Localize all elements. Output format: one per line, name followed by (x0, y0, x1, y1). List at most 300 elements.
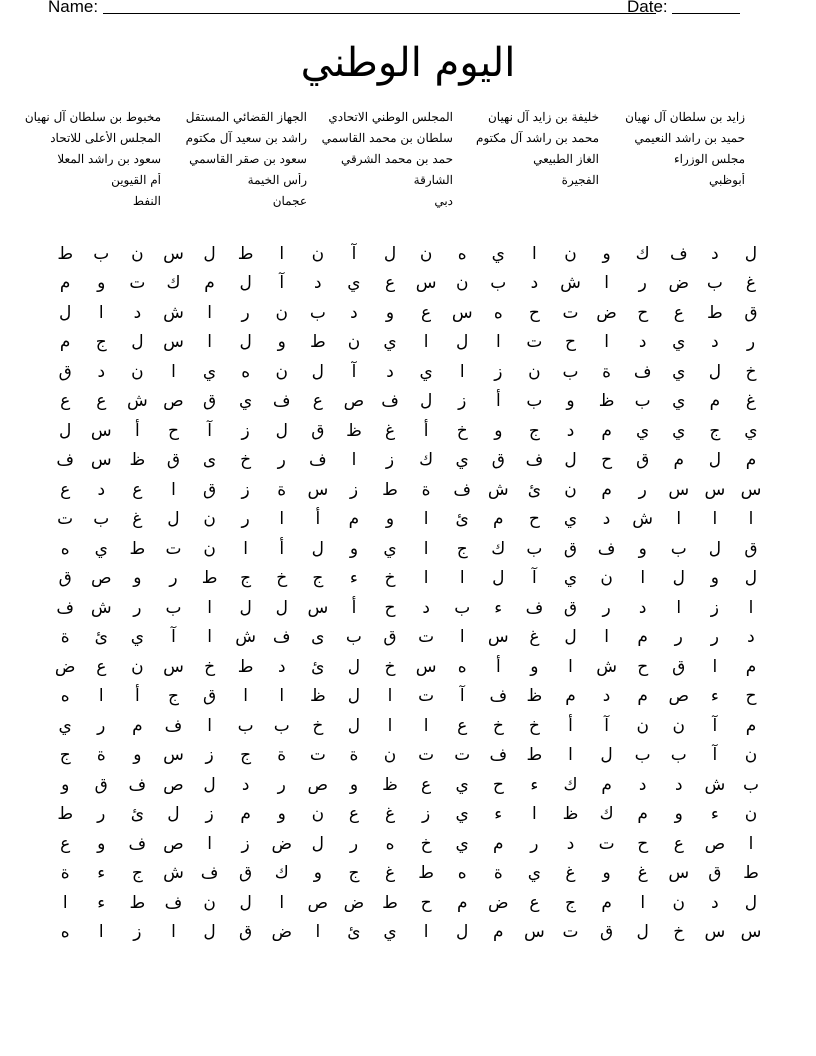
grid-letter[interactable]: ا (279, 509, 285, 530)
grid-letter[interactable]: ى (311, 627, 325, 648)
grid-letter[interactable]: آ (171, 627, 176, 648)
grid-letter[interactable]: و (97, 273, 106, 294)
grid-letter[interactable]: ب (742, 774, 759, 795)
grid-letter[interactable]: غ (384, 420, 396, 441)
grid-letter[interactable]: و (602, 243, 611, 264)
grid-letter[interactable]: ج (348, 863, 360, 884)
grid-letter[interactable]: ض (596, 302, 617, 323)
grid-letter[interactable]: ح (637, 833, 649, 854)
grid-letter[interactable]: ش (596, 656, 617, 677)
grid-letter[interactable]: غ (384, 804, 396, 825)
grid-letter[interactable]: ن (564, 479, 577, 500)
grid-letter[interactable]: ع (96, 656, 107, 677)
grid-letter[interactable]: د (530, 273, 539, 294)
name-field-line[interactable] (103, 13, 656, 14)
grid-letter[interactable]: ع (384, 273, 396, 294)
grid-letter[interactable]: ع (421, 774, 432, 795)
grid-letter[interactable]: ف (525, 597, 544, 618)
grid-letter[interactable]: ي (455, 804, 469, 825)
grid-letter[interactable]: و (530, 656, 539, 677)
grid-letter[interactable]: ع (132, 479, 143, 500)
grid-letter[interactable]: س (668, 479, 690, 500)
grid-letter[interactable]: و (638, 538, 647, 559)
grid-letter[interactable]: ع (457, 715, 468, 736)
grid-letter[interactable]: ج (565, 892, 576, 913)
grid-letter[interactable]: د (241, 774, 250, 795)
grid-letter[interactable]: س (307, 479, 329, 500)
grid-letter[interactable]: ا (207, 597, 212, 618)
grid-letter[interactable]: ض (54, 656, 76, 677)
grid-letter[interactable]: ت (454, 745, 471, 766)
grid-letter[interactable]: و (61, 774, 70, 795)
grid-letter[interactable]: ب (309, 302, 326, 323)
grid-letter[interactable]: ا (676, 597, 682, 618)
grid-letter[interactable]: ا (748, 833, 754, 854)
grid-letter[interactable]: ز (205, 745, 214, 766)
grid-letter[interactable]: ف (164, 715, 183, 736)
grid-letter[interactable]: ا (748, 597, 754, 618)
grid-letter[interactable]: ب (165, 597, 182, 618)
grid-letter[interactable]: ا (98, 922, 104, 943)
grid-letter[interactable]: و (710, 568, 719, 589)
grid-letter[interactable]: ب (526, 538, 543, 559)
grid-letter[interactable]: ج (167, 686, 179, 707)
grid-letter[interactable]: ل (708, 538, 722, 559)
grid-letter[interactable]: ا (387, 686, 393, 707)
grid-letter[interactable]: ن (131, 361, 144, 382)
grid-letter[interactable]: ط (309, 332, 326, 353)
grid-letter[interactable]: ن (311, 243, 325, 264)
grid-letter[interactable]: ا (243, 686, 249, 707)
grid-letter[interactable]: ن (383, 745, 397, 766)
grid-letter[interactable]: ة (349, 745, 359, 766)
grid-letter[interactable]: و (277, 332, 286, 353)
grid-letter[interactable]: ل (708, 361, 722, 382)
grid-letter[interactable]: ن (131, 243, 144, 264)
grid-letter[interactable]: م (59, 332, 71, 353)
grid-letter[interactable]: ا (459, 627, 465, 648)
grid-letter[interactable]: ع (60, 391, 71, 412)
grid-letter[interactable]: ة (277, 745, 287, 766)
grid-letter[interactable]: آ (207, 420, 212, 441)
grid-letter[interactable]: و (385, 302, 395, 323)
grid-letter[interactable]: ي (94, 538, 108, 559)
grid-letter[interactable]: ظ (346, 420, 362, 441)
grid-letter[interactable]: ة (602, 361, 612, 382)
grid-letter[interactable]: ل (347, 656, 361, 677)
grid-letter[interactable]: ل (744, 243, 758, 264)
grid-letter[interactable]: ن (203, 509, 216, 530)
grid-letter[interactable]: و (133, 745, 142, 766)
grid-letter[interactable]: ا (279, 243, 285, 264)
grid-letter[interactable]: ا (423, 509, 429, 530)
grid-letter[interactable]: ل (311, 833, 325, 854)
grid-letter[interactable]: ط (57, 243, 74, 264)
grid-letter[interactable]: ن (203, 538, 216, 559)
grid-letter[interactable]: ظ (382, 774, 398, 795)
grid-letter[interactable]: س (307, 597, 329, 618)
grid-letter[interactable]: خ (384, 568, 396, 589)
grid-letter[interactable]: ء (530, 774, 539, 795)
grid-letter[interactable]: ق (708, 863, 722, 884)
grid-letter[interactable]: أ (315, 509, 321, 530)
grid-letter[interactable]: ج (528, 420, 540, 441)
grid-letter[interactable]: ب (634, 391, 651, 412)
grid-letter[interactable]: د (711, 243, 719, 264)
grid-letter[interactable]: ح (167, 420, 179, 441)
grid-letter[interactable]: غ (745, 391, 757, 412)
grid-letter[interactable]: ح (745, 686, 757, 707)
grid-letter[interactable]: ز (422, 804, 431, 825)
grid-letter[interactable]: ق (58, 568, 72, 589)
grid-letter[interactable]: ف (453, 479, 472, 500)
grid-letter[interactable]: خ (456, 420, 468, 441)
grid-letter[interactable]: ئ (311, 656, 325, 677)
grid-letter[interactable]: ا (423, 568, 429, 589)
grid-letter[interactable]: ت (562, 922, 579, 943)
grid-letter[interactable]: ن (672, 892, 686, 913)
grid-letter[interactable]: ض (668, 273, 690, 294)
grid-letter[interactable]: ن (455, 273, 469, 294)
grid-letter[interactable]: ن (311, 804, 325, 825)
grid-letter[interactable]: خ (745, 361, 757, 382)
grid-letter[interactable]: ا (279, 686, 285, 707)
grid-letter[interactable]: أ (568, 715, 573, 736)
grid-letter[interactable]: د (97, 361, 106, 382)
grid-letter[interactable]: ي (383, 922, 397, 943)
grid-letter[interactable]: س (415, 656, 437, 677)
grid-letter[interactable]: ح (601, 450, 613, 471)
grid-letter[interactable]: م (601, 774, 612, 795)
grid-letter[interactable]: ت (418, 627, 435, 648)
grid-letter[interactable]: ز (133, 922, 142, 943)
grid-letter[interactable]: ر (638, 273, 647, 294)
grid-letter[interactable]: ط (201, 568, 218, 589)
grid-letter[interactable]: ف (272, 627, 291, 648)
grid-letter[interactable]: ا (387, 715, 393, 736)
grid-letter[interactable]: ق (636, 450, 650, 471)
grid-letter[interactable]: ط (129, 892, 146, 913)
grid-letter[interactable]: ق (563, 538, 578, 559)
grid-letter[interactable]: غ (745, 273, 757, 294)
grid-letter[interactable]: ز (349, 479, 359, 500)
grid-letter[interactable]: ا (604, 627, 609, 648)
grid-letter[interactable]: ش (163, 302, 184, 323)
grid-letter[interactable]: ر (97, 804, 106, 825)
grid-letter[interactable]: ي (455, 450, 469, 471)
grid-letter[interactable]: ص (163, 833, 184, 854)
grid-letter[interactable]: ص (90, 568, 112, 589)
grid-letter[interactable]: ن (636, 715, 649, 736)
grid-letter[interactable]: و (97, 833, 106, 854)
grid-letter[interactable]: ز (494, 361, 503, 382)
grid-letter[interactable]: ل (239, 332, 252, 353)
grid-letter[interactable]: م (493, 922, 504, 943)
grid-letter[interactable]: ط (129, 538, 146, 559)
grid-letter[interactable]: ا (171, 361, 176, 382)
grid-letter[interactable]: ظ (526, 686, 543, 707)
grid-letter[interactable]: ة (493, 863, 503, 884)
grid-letter[interactable]: س (704, 922, 726, 943)
grid-letter[interactable]: ص (163, 774, 184, 795)
grid-letter[interactable]: د (386, 361, 394, 382)
grid-letter[interactable]: ع (60, 833, 71, 854)
grid-letter[interactable]: ل (708, 450, 722, 471)
grid-letter[interactable]: خ (276, 568, 288, 589)
grid-letter[interactable]: ش (163, 863, 184, 884)
grid-letter[interactable]: ل (672, 568, 685, 589)
grid-letter[interactable]: ه (493, 302, 503, 323)
grid-letter[interactable]: ب (273, 715, 290, 736)
grid-letter[interactable]: س (163, 332, 184, 353)
grid-letter[interactable]: ر (241, 302, 250, 323)
grid-letter[interactable]: ا (423, 332, 429, 353)
grid-letter[interactable]: ب (670, 538, 687, 559)
grid-letter[interactable]: س (487, 627, 509, 648)
grid-letter[interactable]: س (704, 479, 726, 500)
grid-letter[interactable]: خ (312, 715, 324, 736)
grid-letter[interactable]: ء (97, 892, 106, 913)
grid-letter[interactable]: ا (459, 361, 465, 382)
grid-letter[interactable]: ح (637, 302, 649, 323)
grid-letter[interactable]: ا (207, 715, 212, 736)
grid-letter[interactable]: ل (275, 597, 288, 618)
grid-letter[interactable]: ن (744, 804, 758, 825)
grid-letter[interactable]: ي (419, 361, 433, 382)
grid-letter[interactable]: ا (207, 332, 212, 353)
grid-letter[interactable]: ا (532, 243, 537, 264)
grid-letter[interactable]: د (602, 509, 611, 530)
grid-letter[interactable]: د (97, 479, 106, 500)
grid-letter[interactable]: ط (237, 656, 254, 677)
grid-letter[interactable]: ح (565, 332, 576, 353)
grid-letter[interactable]: ل (456, 332, 469, 353)
grid-letter[interactable]: ي (58, 715, 72, 736)
grid-letter[interactable]: د (350, 302, 358, 323)
grid-letter[interactable]: ز (385, 450, 395, 471)
grid-letter[interactable]: ق (563, 597, 578, 618)
grid-letter[interactable]: س (90, 420, 112, 441)
grid-letter[interactable]: ق (239, 922, 253, 943)
grid-letter[interactable]: د (747, 627, 755, 648)
grid-letter[interactable]: ي (672, 420, 686, 441)
grid-letter[interactable]: آ (279, 273, 285, 294)
grid-letter[interactable]: ط (382, 892, 398, 913)
grid-letter[interactable]: خ (673, 922, 685, 943)
grid-letter[interactable]: س (740, 922, 762, 943)
grid-letter[interactable]: ل (239, 273, 252, 294)
grid-letter[interactable]: ت (309, 745, 326, 766)
grid-letter[interactable]: ص (668, 686, 690, 707)
grid-letter[interactable]: غ (637, 863, 648, 884)
grid-letter[interactable]: د (133, 302, 142, 323)
grid-letter[interactable]: ظ (129, 450, 146, 471)
grid-letter[interactable]: آ (351, 361, 357, 382)
grid-letter[interactable]: ل (59, 420, 72, 441)
grid-letter[interactable]: و (602, 863, 611, 884)
grid-letter[interactable]: ف (164, 892, 183, 913)
grid-letter[interactable]: ن (203, 892, 216, 913)
grid-letter[interactable]: ل (239, 597, 252, 618)
grid-letter[interactable]: م (59, 273, 71, 294)
grid-letter[interactable]: ض (343, 892, 365, 913)
grid-letter[interactable]: ا (423, 715, 429, 736)
grid-letter[interactable]: أ (423, 420, 429, 441)
grid-letter[interactable]: د (422, 597, 430, 618)
grid-letter[interactable]: ا (568, 656, 573, 677)
grid-letter[interactable]: غ (384, 863, 396, 884)
grid-letter[interactable]: ج (95, 332, 107, 353)
grid-letter[interactable]: ى (202, 450, 217, 471)
grid-letter[interactable]: ض (271, 833, 293, 854)
grid-letter[interactable]: ء (97, 863, 106, 884)
grid-letter[interactable]: ة (60, 627, 70, 648)
grid-letter[interactable]: ر (241, 509, 250, 530)
grid-letter[interactable]: ه (60, 922, 70, 943)
grid-letter[interactable]: ي (347, 273, 361, 294)
grid-letter[interactable]: ئ (527, 479, 542, 500)
grid-letter[interactable]: ا (640, 568, 646, 589)
grid-letter[interactable]: س (451, 302, 473, 323)
grid-letter[interactable]: ت (129, 273, 146, 294)
grid-letter[interactable]: ط (526, 745, 543, 766)
grid-letter[interactable]: ن (275, 302, 288, 323)
grid-letter[interactable]: ب (706, 273, 723, 294)
grid-letter[interactable]: ل (744, 892, 758, 913)
grid-letter[interactable]: ن (744, 745, 758, 766)
grid-letter[interactable]: ل (600, 745, 613, 766)
grid-letter[interactable]: ل (419, 391, 433, 412)
grid-letter[interactable]: ن (564, 243, 577, 264)
grid-letter[interactable]: ب (562, 361, 579, 382)
grid-letter[interactable]: ئ (94, 627, 108, 648)
grid-letter[interactable]: م (601, 420, 612, 441)
grid-letter[interactable]: ف (489, 686, 508, 707)
grid-letter[interactable]: ش (560, 273, 581, 294)
grid-letter[interactable]: ة (277, 479, 287, 500)
grid-letter[interactable]: م (745, 656, 757, 677)
grid-letter[interactable]: ف (669, 243, 688, 264)
grid-letter[interactable]: ء (494, 597, 503, 618)
grid-letter[interactable]: ر (349, 833, 359, 854)
grid-letter[interactable]: ص (307, 892, 329, 913)
grid-letter[interactable]: ل (131, 332, 144, 353)
grid-letter[interactable]: ا (495, 332, 501, 353)
grid-letter[interactable]: ج (59, 745, 71, 766)
grid-letter[interactable]: ه (457, 243, 467, 264)
grid-letter[interactable]: ا (207, 627, 212, 648)
grid-letter[interactable]: د (638, 774, 647, 795)
grid-letter[interactable]: ن (275, 361, 288, 382)
grid-letter[interactable]: ل (203, 922, 216, 943)
grid-letter[interactable]: ج (456, 538, 468, 559)
grid-letter[interactable]: ق (166, 450, 181, 471)
grid-letter[interactable]: خ (528, 715, 540, 736)
grid-letter[interactable]: ب (93, 243, 110, 264)
grid-letter[interactable]: ب (237, 715, 254, 736)
grid-letter[interactable]: ي (636, 420, 650, 441)
grid-letter[interactable]: و (133, 568, 142, 589)
grid-letter[interactable]: ن (600, 568, 613, 589)
grid-letter[interactable]: ا (423, 922, 429, 943)
grid-letter[interactable]: د (602, 686, 611, 707)
grid-letter[interactable]: ب (490, 273, 507, 294)
grid-letter[interactable]: ف (309, 450, 327, 471)
grid-letter[interactable]: ف (200, 863, 219, 884)
grid-letter[interactable]: ء (349, 568, 358, 589)
grid-letter[interactable]: ع (673, 302, 684, 323)
grid-letter[interactable]: ط (382, 479, 398, 500)
grid-letter[interactable]: ئ (347, 922, 361, 943)
grid-letter[interactable]: ن (419, 243, 433, 264)
grid-letter[interactable]: أ (495, 391, 501, 412)
grid-letter[interactable]: د (674, 774, 683, 795)
grid-letter[interactable]: ا (171, 479, 176, 500)
grid-letter[interactable]: ج (709, 420, 721, 441)
grid-letter[interactable]: ر (602, 597, 611, 618)
date-field-line[interactable] (672, 13, 740, 14)
grid-letter[interactable]: و (349, 538, 359, 559)
grid-letter[interactable]: م (493, 509, 504, 530)
grid-letter[interactable]: ت (418, 745, 435, 766)
grid-letter[interactable]: ا (207, 833, 212, 854)
grid-letter[interactable]: ا (98, 302, 104, 323)
grid-letter[interactable]: ر (746, 332, 756, 353)
grid-letter[interactable]: س (163, 745, 184, 766)
grid-letter[interactable]: ح (384, 597, 396, 618)
grid-letter[interactable]: ك (563, 774, 578, 795)
grid-letter[interactable]: ي (383, 332, 397, 353)
grid-letter[interactable]: ي (455, 774, 469, 795)
grid-letter[interactable]: آ (712, 715, 718, 736)
grid-letter[interactable]: ي (383, 538, 397, 559)
grid-letter[interactable]: ش (632, 509, 654, 530)
grid-letter[interactable]: ق (744, 538, 758, 559)
grid-letter[interactable]: أ (135, 686, 140, 707)
grid-letter[interactable]: ق (239, 863, 253, 884)
grid-letter[interactable]: و (277, 804, 286, 825)
grid-letter[interactable]: ا (604, 332, 609, 353)
grid-letter[interactable]: و (566, 391, 575, 412)
grid-letter[interactable]: س (415, 273, 437, 294)
grid-letter[interactable]: ش (90, 597, 112, 618)
grid-letter[interactable]: ش (487, 479, 509, 500)
grid-letter[interactable]: و (349, 774, 359, 795)
grid-letter[interactable]: ق (599, 922, 614, 943)
grid-letter[interactable]: ي (672, 361, 686, 382)
grid-letter[interactable]: د (277, 656, 286, 677)
grid-letter[interactable]: ا (171, 922, 176, 943)
grid-letter[interactable]: ز (241, 420, 250, 441)
grid-letter[interactable]: ق (311, 420, 325, 441)
grid-letter[interactable]: ن (347, 332, 361, 353)
grid-letter[interactable]: ا (459, 568, 465, 589)
grid-letter[interactable]: ف (597, 538, 616, 559)
grid-letter[interactable]: ن (131, 656, 144, 677)
grid-letter[interactable]: ح (637, 656, 649, 677)
grid-letter[interactable]: ف (381, 391, 399, 412)
grid-letter[interactable]: خ (384, 656, 396, 677)
grid-letter[interactable]: ا (532, 804, 537, 825)
grid-letter[interactable]: أ (495, 656, 501, 677)
grid-letter[interactable]: ل (744, 568, 758, 589)
grid-letter[interactable]: ب (526, 391, 543, 412)
grid-letter[interactable]: س (668, 863, 690, 884)
grid-letter[interactable]: ظ (598, 391, 615, 412)
grid-letter[interactable]: ف (489, 745, 508, 766)
grid-letter[interactable]: م (132, 715, 143, 736)
grid-letter[interactable]: ر (674, 627, 683, 648)
